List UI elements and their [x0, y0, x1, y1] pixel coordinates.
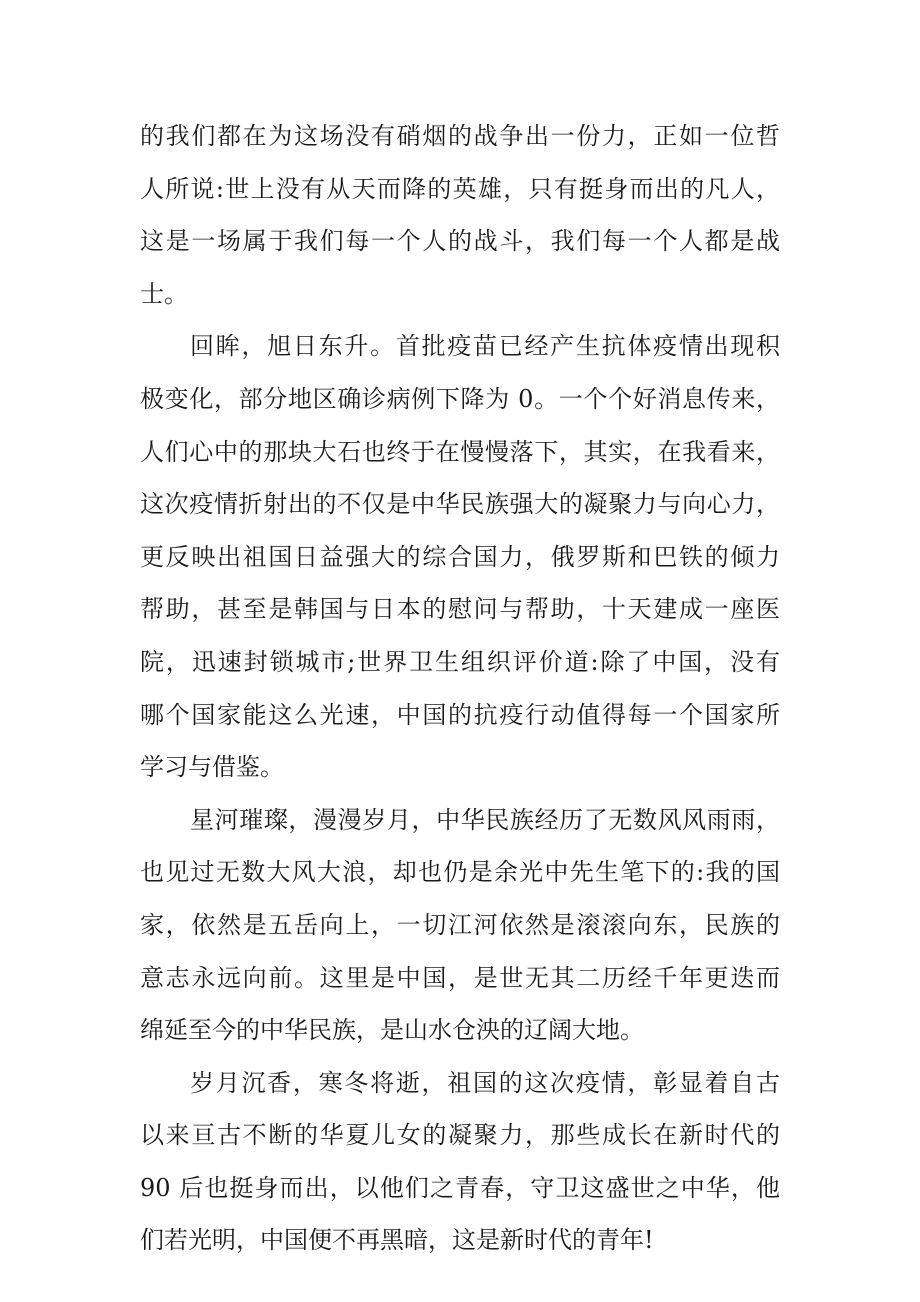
- paragraph-2-line-4: 这次疫情折射出的不仅是中华民族强大的凝聚力与向心力，: [140, 490, 780, 519]
- paragraph-1-line-2: 人所说:世上没有从天而降的英雄，只有挺身而出的凡人，: [140, 174, 780, 203]
- paragraph-2-line-2: 极变化，部分地区确诊病例下降为 0。一个个好消息传来，: [140, 384, 780, 413]
- paragraph-1-line-1: 的我们都在为这场没有硝烟的战争出一份力，正如一位哲: [140, 122, 780, 150]
- paragraph-2-line-3: 人们心中的那块大石也终于在慢慢落下，其实，在我看来，: [140, 437, 780, 466]
- paragraph-4-line-2: 以来亘古不断的华夏儿女的凝聚力，那些成长在新时代的: [140, 1121, 780, 1150]
- paragraph-4-line-1: 岁月沉香，寒冬将逝，祖国的这次疫情，彰显着自古: [190, 1068, 780, 1097]
- paragraph-1-line-4: 士。: [140, 279, 188, 308]
- paragraph-3-line-1: 星河璀璨，漫漫岁月，中华民族经历了无数风风雨雨，: [190, 805, 780, 834]
- paragraph-2-line-8: 哪个国家能这么光速，中国的抗疫行动值得每一个国家所: [140, 700, 780, 729]
- paragraph-2-line-1: 回眸，旭日东升。首批疫苗已经产生抗体疫情出现积: [190, 332, 780, 361]
- paragraph-4-line-3: 90 后也挺身而出，以他们之青春，守卫这盛世之中华，他: [140, 1173, 780, 1202]
- paragraph-1-line-3: 这是一场属于我们每一个人的战斗，我们每一个人都是战: [140, 227, 780, 256]
- paragraph-2-line-9: 学习与借鉴。: [140, 753, 284, 782]
- paragraph-3-line-2: 也见过无数大风大浪，却也仍是余光中先生笔下的:我的国: [140, 858, 780, 887]
- paragraph-2-line-7: 院，迅速封锁城市;世界卫生组织评价道:除了中国，没有: [140, 647, 780, 676]
- paragraph-2-line-6: 帮助，甚至是韩国与日本的慰问与帮助，十天建成一座医: [140, 595, 780, 624]
- paragraph-3-line-5: 绵延至今的中华民族，是山水仓泱的辽阔大地。: [140, 1016, 644, 1045]
- paragraph-2-line-5: 更反映出祖国日益强大的综合国力，俄罗斯和巴铁的倾力: [140, 542, 780, 571]
- paragraph-3-line-4: 意志永远向前。这里是中国，是世无其二历经千年更迭而: [140, 963, 780, 992]
- paragraph-4-line-4: 们若光明，中国便不再黑暗，这是新时代的青年!: [140, 1226, 654, 1255]
- document-body: [140, 110, 780, 1267]
- paragraph-3-line-3: 家，依然是五岳向上，一切江河依然是滚滚向东，民族的: [140, 910, 780, 939]
